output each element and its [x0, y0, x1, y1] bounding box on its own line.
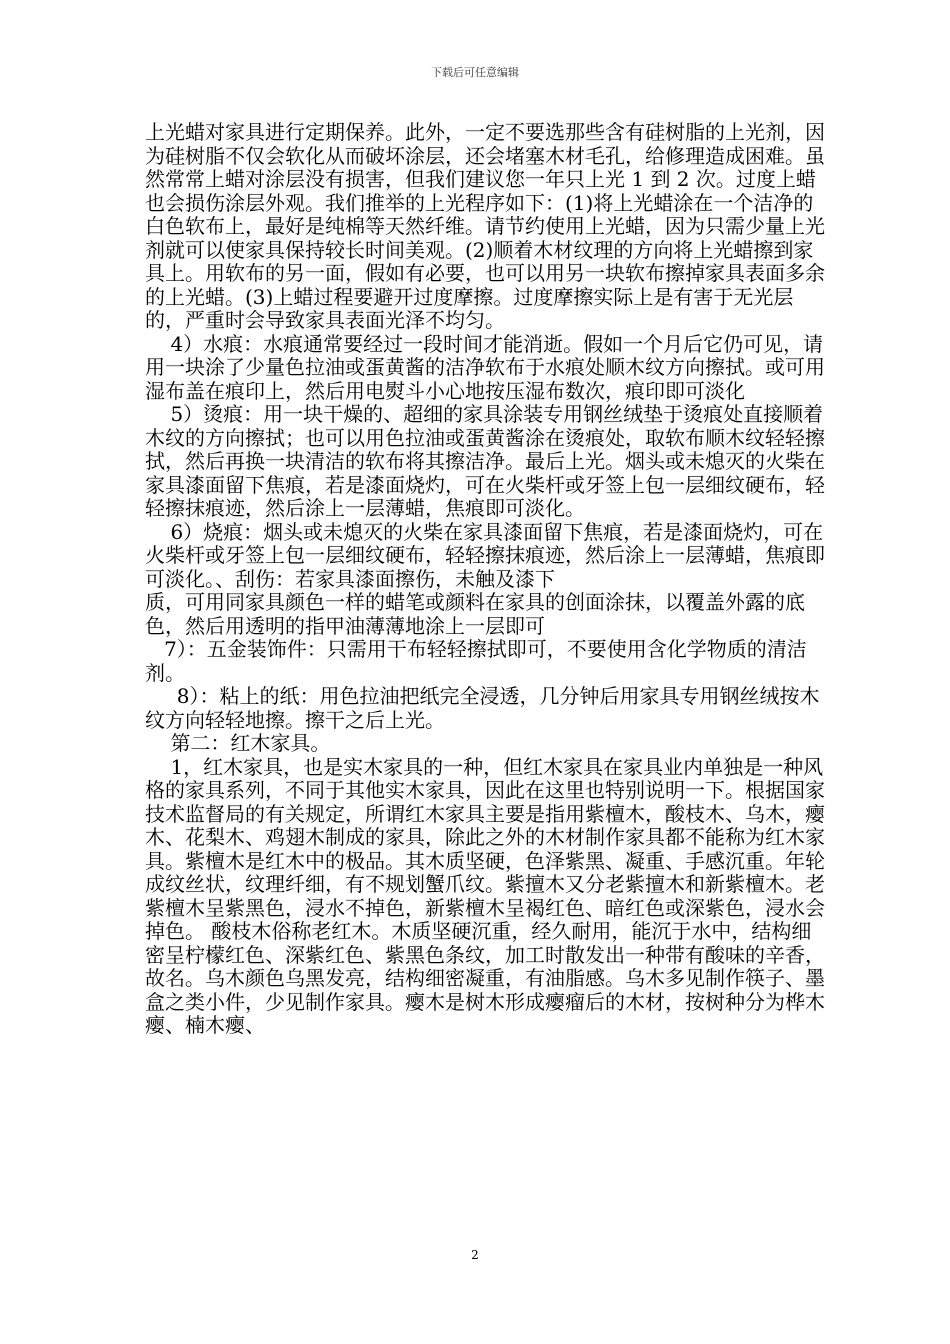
section-heading-redwood-furniture: 第二：红木家具。	[145, 731, 331, 755]
paragraph-redwood-description: 1，红木家具，也是实木家具的一种，但红木家具在家具业内单独是一种风格的家具系列，不同于其他实木家具，因此在这里也特别说明一下。根据国家技术监督局的有关规定，所谓红木家具主要是指用紫檀木，酸枝木、乌木，瘿木、花梨木、鸡翅木制成的家具，除此之外的木材制作家具都不能称为红木家具。紫檀木是红木中的极品。其木质坚硬，色泽紫黑、凝重、手感沉重。年轮成纹丝状，纹理纤细，有不规划蟹爪纹。紫擅木又分老紫擅木和新紫檀木。老紫檀木呈紫黑色，浸水不掉色，新紫檀木呈褐红色、暗红色或深紫色，浸水会掉色。 酸枝木俗称老红木。木质坚硬沉重，经久耐用，能沉于水中，结构细密呈柠檬红色、深紫红色、紫黑色条纹，加工时散发出一种带有酸味的辛香，故名。乌木颜色乌黑发亮，结构细密凝重，有油脂感。乌木多见制作筷子、墨盒之类小件，少见制作家具。瘿木是树木形成瘿瘤后的木材，按树种分为桦木瘿、楠木瘿、	[145, 754, 825, 1037]
paragraph-scratch-continued: 质，可用同家具颜色一样的蜡笔或颜料在家具的创面涂抹，以覆盖外露的底色，然后用透明的指甲油薄薄地涂上一层即可	[145, 590, 805, 638]
paragraph-polish-wax: 上光蜡对家具进行定期保养。此外，一定不要选那些含有硅树脂的上光剂，因为硅树脂不仅会软化从而破坏涂层，还会堵塞木材毛孔，给修理造成困难。虽然常常上蜡对涂层没有损害，但我们建议您一年只上光 1 到 2 次。过度上蜡也会损伤涂层外观。我们推举的上光程序如下：(1)将上光蜡涂在一个洁净的白色软布上，最好是纯棉等天然纤维。请节约使用上光蜡，因为只需少量上光剂就可以使家具保持较长时间美观。(2)顺着木材纹理的方向将上光蜡擦到家具上。用软布的另一面，假如有必要，也可以用另一块软布擦掉家具表面多余的上光蜡。(3)上蜡过程要避开过度摩擦。过度摩擦实际上是有害于无光层的，严重时会导致家具表面光泽不均匀。	[145, 120, 825, 332]
paragraph-stuck-paper: 8）：粘上的纸：用色拉油把纸完全浸透，几分钟后用家具专用钢丝绒按木纹方向轻轻地擦。擦干之后上光。	[145, 684, 820, 732]
page-number: 2	[471, 1248, 479, 1262]
document-body	[145, 121, 825, 1038]
paragraph-heat-marks: 5）烫痕：用一块干燥的、超细的家具涂装专用钢丝绒垫于烫痕处直接顺着木纹的方向擦拭；也可以用色拉油或蛋黄酱涂在烫痕处，取软布顺木纹轻轻擦拭，然后再换一块清洁的软布将其擦洁净。最后上光。烟头或未熄灭的火柴在家具漆面留下焦痕，若是漆面烧灼，可在火柴杆或牙签上包一层细纹硬布，轻轻擦抹痕迹，然后涂上一层薄蜡，焦痕即可淡化。	[145, 402, 825, 520]
paragraph-burn-marks: 6）烧痕：烟头或未熄灭的火柴在家具漆面留下焦痕，若是漆面烧灼，可在火柴杆或牙签上包一层细纹硬布，轻轻擦抹痕迹，然后涂上一层薄蜡，焦痕即可淡化。、刮伤：若家具漆面擦伤，未触及漆下	[145, 519, 825, 591]
paragraph-hardware: 7）：五金装饰件：只需用干布轻轻擦拭即可，不要使用含化学物质的清洁剂。	[145, 637, 807, 685]
page-header: 下载后可任意编辑	[431, 66, 519, 79]
paragraph-water-marks: 4）水痕：水痕通常要经过一段时间才能消逝。假如一个月后它仍可见，请用一块涂了少量色拉油或蛋黄酱的洁净软布于水痕处顺木纹方向擦拭。或可用湿布盖在痕印上，然后用电熨斗小心地按压湿布数次，痕印即可淡化	[145, 331, 825, 403]
